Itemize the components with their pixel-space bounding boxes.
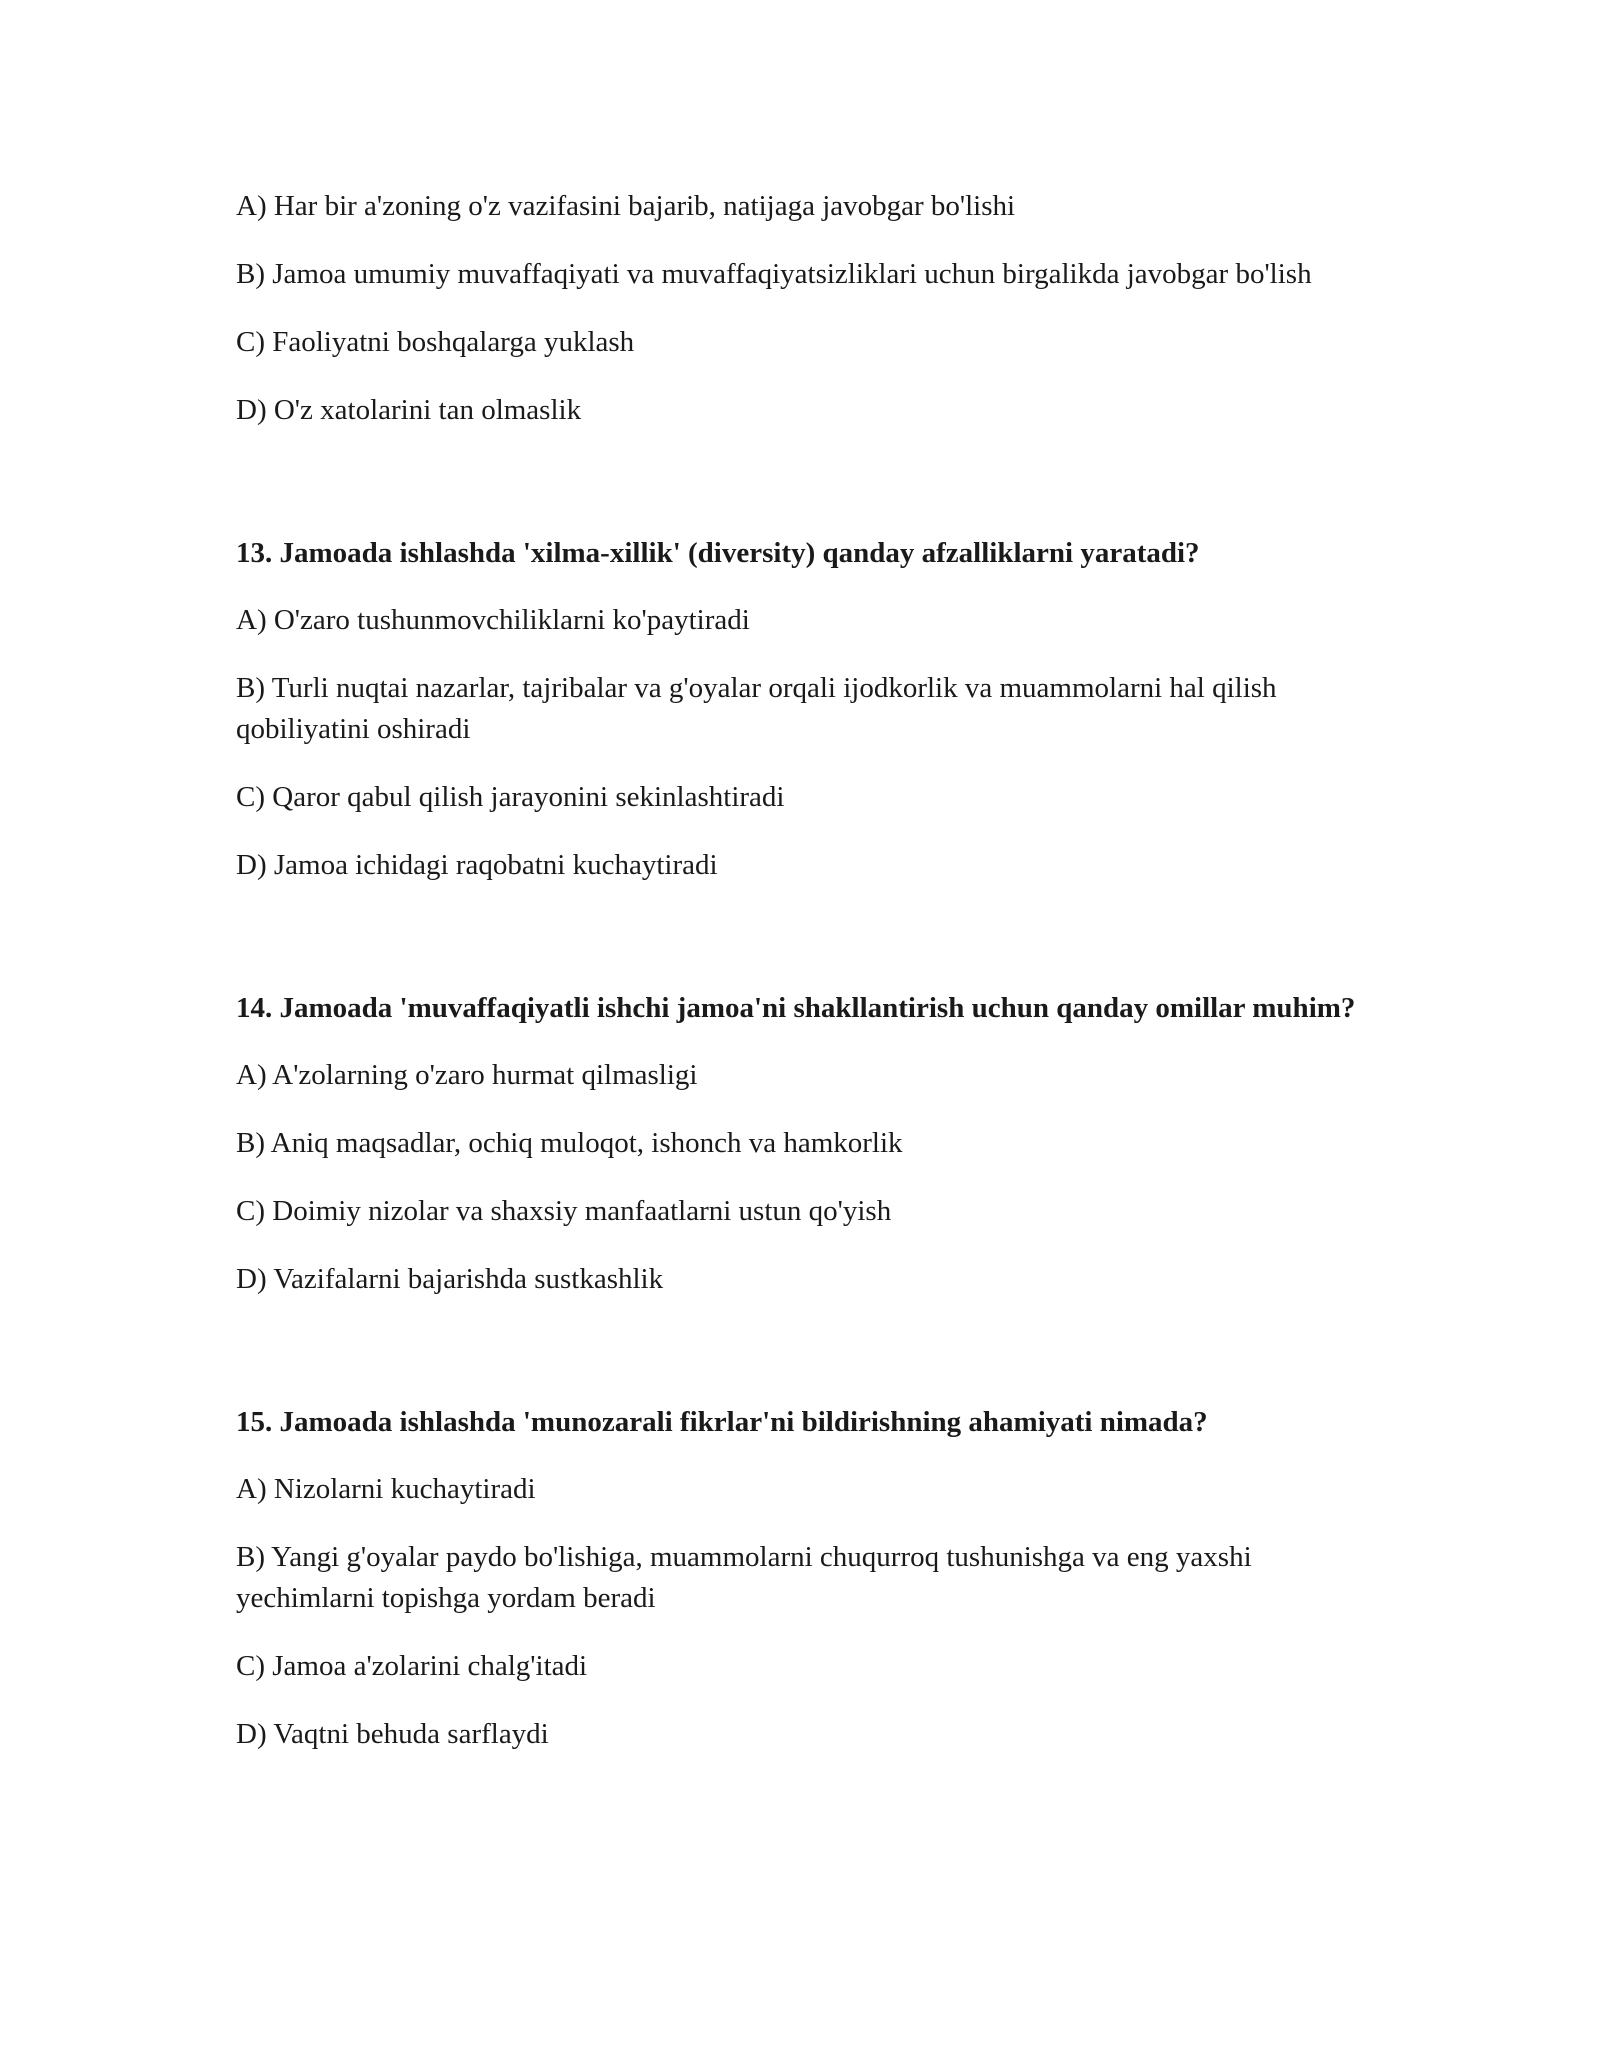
question-title: 13. Jamoada ishlashda 'xilma-xillik' (diversity) qanday afzalliklarni yaratadi? xyxy=(236,537,1200,569)
option-d: D) Vazifalarni bajarishda sustkashlik xyxy=(236,1263,664,1295)
option-c: C) Qaror qabul qilish jarayonini sekinlashtiradi xyxy=(236,781,785,813)
option-b: B) Yangi g'oyalar paydo bo'lishiga, muammolarni chuqurroq tushunishga va eng yaxshi yechimlarni topishga yordam beradi xyxy=(236,1541,1252,1614)
spacer xyxy=(236,1327,1386,1402)
option-b: B) Jamoa umumiy muvaffaqiyati va muvaffaqiyatsizliklari uchun birgalikda javobgar bo'lish xyxy=(236,258,1312,290)
option-b: B) Turli nuqtai nazarlar, tajribalar va g'oyalar orqali ijodkorlik va muammolarni hal qilish qobiliyatini oshiradi xyxy=(236,672,1277,745)
option-d: D) Vaqtni behuda sarflaydi xyxy=(236,1718,549,1750)
option-a: A) O'zaro tushunmovchiliklarni ko'paytiradi xyxy=(236,604,750,636)
option-a: A) A'zolarning o'zaro hurmat qilmasligi xyxy=(236,1059,698,1091)
question-13 xyxy=(236,533,1386,886)
option-d: D) Jamoa ichidagi raqobatni kuchaytiradi xyxy=(236,849,718,881)
document-page xyxy=(236,186,1386,1782)
option-c: C) Jamoa a'zolarini chalg'itadi xyxy=(236,1650,588,1682)
question-15 xyxy=(236,1402,1386,1755)
option-d: D) O'z xatolarini tan olmaslik xyxy=(236,394,582,426)
question-12-options xyxy=(236,186,1386,431)
option-c: C) Doimiy nizolar va shaxsiy manfaatlarni ustun qo'yish xyxy=(236,1195,892,1227)
question-14 xyxy=(236,988,1386,1300)
option-c: C) Faoliyatni boshqalarga yuklash xyxy=(236,326,635,358)
option-b: B) Aniq maqsadlar, ochiq muloqot, ishonch va hamkorlik xyxy=(236,1127,903,1159)
option-a: A) Har bir a'zoning o'z vazifasini bajarib, natijaga javobgar bo'lishi xyxy=(236,190,1016,222)
spacer xyxy=(236,458,1386,533)
question-title: 14. Jamoada 'muvaffaqiyatli ishchi jamoa'ni shakllantirish uchun qanday omillar muhim? xyxy=(236,992,1356,1024)
option-a: A) Nizolarni kuchaytiradi xyxy=(236,1473,536,1505)
question-title: 15. Jamoada ishlashda 'munozarali fikrlar'ni bildirishning ahamiyati nimada? xyxy=(236,1406,1208,1438)
spacer xyxy=(236,913,1386,988)
